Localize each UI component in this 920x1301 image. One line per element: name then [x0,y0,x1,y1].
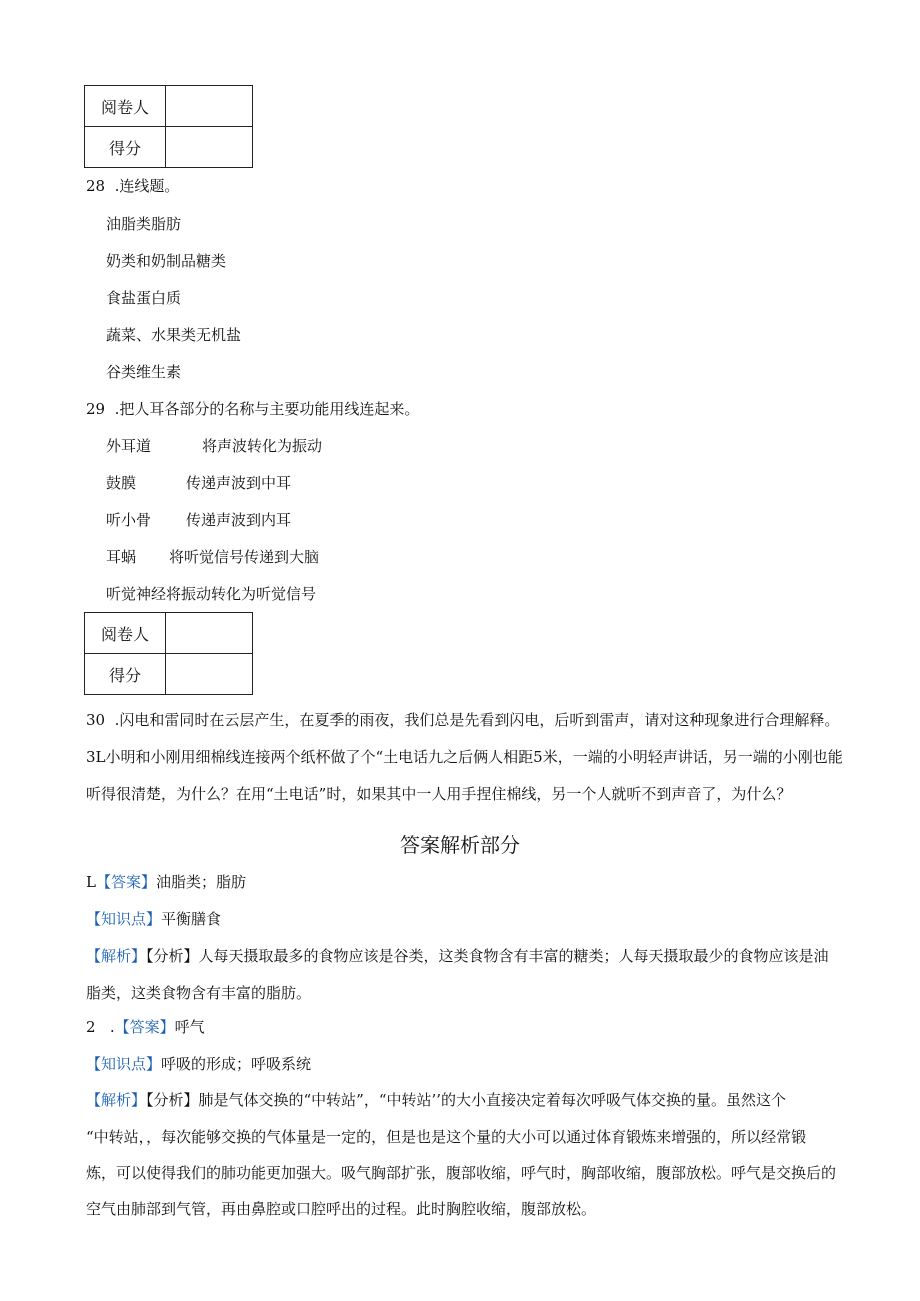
q29-function-4: 将听觉信号传递到大脑 [169,548,320,566]
q29-last-row: 听觉神经将振动转化为听觉信号 [106,585,317,603]
answer-1-number: L [86,873,96,891]
analysis-tag: 【解析】 [86,947,147,965]
answer-1-analysis [86,946,829,966]
answer-2-analysis-line-1: 【分析】肺是气体交换的“中转站”，“中转站’’的大小直接决定着每次呼吸气体交换的量。虽然这个 [146,1091,787,1109]
q28-item-5: 谷类维生素 [106,363,182,381]
score-label: 得分 [85,127,166,168]
q31-line-2: 听得很清楚，为什么？在用“土电话”时，如果其中一人用手捏住棉线，另一个人就听不到声音了，为什么？ [86,785,792,803]
answer-2-analysis-line-2: “中转站，，每次能够交换的气体量是一定的，但是也是这个量的大小可以通过体育锻炼来增强的，所以经常锻 [86,1128,807,1146]
score-table-1 [84,85,253,168]
q28-number: 28 [86,177,106,195]
answer-1-text: 油脂类；脂肪 [155,873,246,891]
knowledge-tag: 【知识点】 [86,910,162,928]
q28-item-4: 蔬菜、水果类无机盐 [106,326,242,344]
answer-1-row [86,872,246,892]
q31-line-1: 3L小明和小刚用细棉线连接两个纸杯做了个“土电话九之后俩人相距5米，一端的小明轻声讲话，另一端的小刚也能 [86,748,843,766]
score-cell [166,127,253,168]
answer-2-text: 呼气 [174,1018,205,1036]
reviewer-cell [166,86,253,127]
analysis-tag: 【解析】 [86,1091,147,1109]
q29-part-1: 外耳道 [106,437,152,455]
answer-2-knowledge [86,1054,311,1074]
q28-item-1: 油脂类脂肪 [106,215,182,233]
q28-heading [86,176,179,196]
answer-2-analysis-line-3: 炼，可以使得我们的肺功能更加强大。吸气胸部扩张，腹部收缩，呼气时，胸部收缩，腹部放松。呼气是交换后的 [86,1164,837,1182]
answer-2-analysis [86,1090,786,1110]
q29-function-2: 传递声波到中耳 [186,474,292,492]
answer-1-analysis-line-2: 脂类，这类食物含有丰富的脂肪。 [86,984,312,1002]
q29-number: 29 [86,400,106,418]
reviewer-label: 阅卷人 [85,613,166,654]
q29-prompt: .把人耳各部分的名称与主要功能用线连起来。 [114,400,420,418]
q29-function-3: 传递声波到内耳 [186,511,292,529]
answer-tag: 【答案】 [95,873,156,891]
answer-1-knowledge [86,909,221,929]
knowledge-tag: 【知识点】 [86,1055,162,1073]
answer-section-title: 答案解析部分 [400,833,520,857]
q28-prompt: .连线题。 [114,177,180,195]
q29-part-2: 鼓膜 [106,474,137,492]
q29-part-4: 耳蜗 [106,548,137,566]
answer-tag: 【答案】 [114,1018,175,1036]
q29-function-1: 将声波转化为振动 [202,437,323,455]
answer-2-dot: . [109,1018,115,1036]
answer-1-analysis-line-1: 【分析】人每天摄取最多的食物应该是谷类，这类食物含有丰富的糖类；人每天摄取最少的食物应该是油 [146,947,829,965]
q28-item-2: 奶类和奶制品糖类 [106,252,227,270]
q30-number: 30 [86,711,106,729]
answer-2-analysis-line-4: 空气由肺部到气管，再由鼻腔或口腔呼出的过程。此时胸腔收缩，腹部放松。 [86,1200,597,1218]
answer-1-knowledge-text: 平衡膳食 [161,910,222,928]
answer-2-number: 2 [86,1018,96,1036]
reviewer-label: 阅卷人 [85,86,166,127]
answer-2-row [86,1017,205,1037]
score-cell [166,654,253,695]
q29-heading [86,399,419,419]
answer-2-knowledge-text: 呼吸的形成；呼吸系统 [161,1055,312,1073]
q30-text: .闪电和雷同时在云层产生，在夏季的雨夜，我们总是先看到闪电，后听到雷声，请对这种现象进行合理解释。 [114,711,840,729]
q29-part-3: 听小骨 [106,511,152,529]
reviewer-cell [166,613,253,654]
score-table-2 [84,612,253,695]
q30 [86,710,839,730]
q28-item-3: 食盐蛋白质 [106,289,182,307]
score-label: 得分 [85,654,166,695]
